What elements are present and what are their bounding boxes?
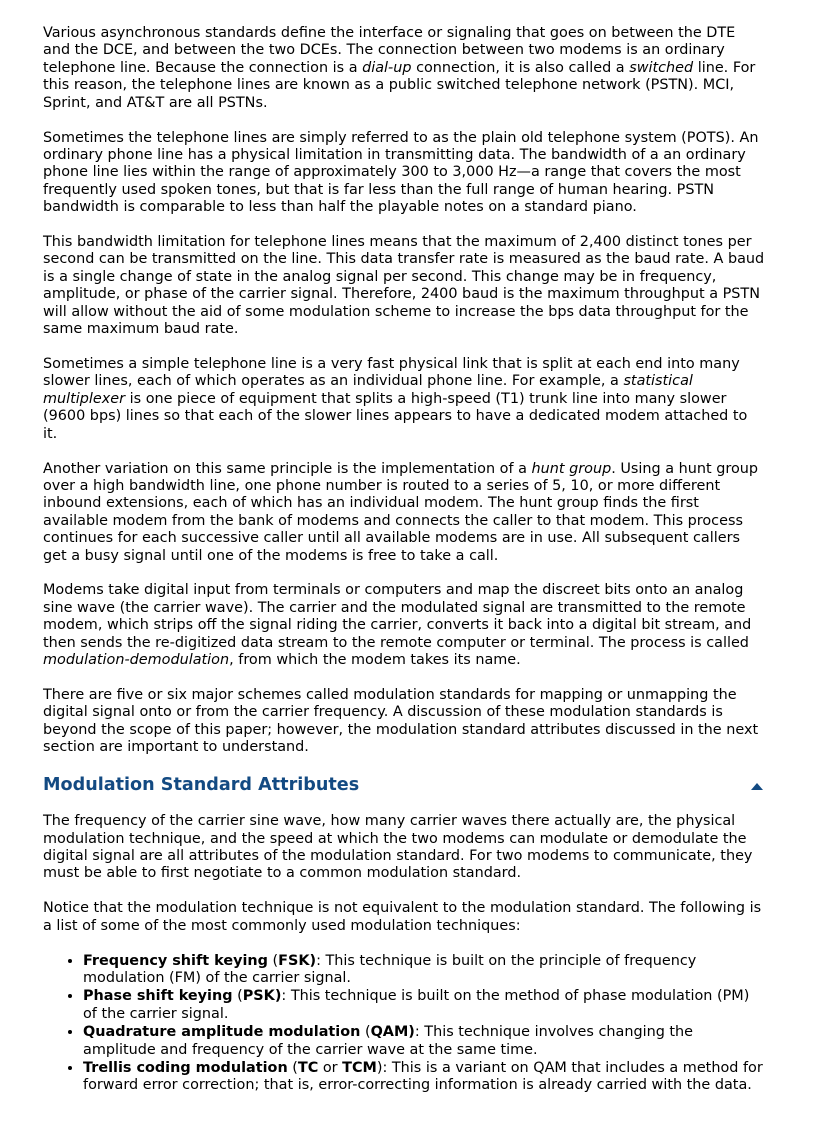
modulation-section	[43, 813, 765, 935]
bold-term: FSK)	[278, 952, 317, 969]
text-run: : This technique involves changing the amplitude and frequency of the carrier wave at the same time.	[83, 1024, 694, 1058]
bold-term: TC	[297, 1060, 319, 1076]
section-heading	[43, 774, 765, 796]
paragraph	[43, 813, 765, 883]
paragraph	[43, 687, 765, 757]
bold-term: Frequency shift keying	[83, 952, 268, 969]
text-run: is one piece of equipment that splits a high-speed (T1) trunk line into many slower (9600 bps) lines so that each of the slower lines appears to have a dedicated modem attached to it.	[43, 390, 748, 442]
text-run: or	[318, 1060, 343, 1076]
text-run: Various asynchronous standards define the interface or signaling that goes on between the DTE and the DCE, and between the two DCEs. The connection between two modems is an ordinary telephone line. Because the connection is a	[43, 25, 736, 76]
italic-term: switched	[629, 59, 694, 76]
text-run: . Using a hunt group over a high bandwidth line, one phone number is routed to a series of 5, 10, or more different inbound extensions, each of which has an individual modem. The hunt group finds the first available modem from the bank of modems and connects the caller to that modem. This process continues for each successive caller until all available modems are in use. All subsequent callers get a busy signal until one of the modems is free to take a call.	[43, 460, 759, 564]
section-heading-text: Modulation Standard Attributes	[43, 775, 360, 796]
text-run: ): This is a variant on QAM that includes a method for forward error correction; that is, error-correcting information is already carried with the data.	[83, 1060, 763, 1094]
text-run: Notice that the modulation technique is not equivalent to the modulation standard. The following is a list of some of the most commonly used modulation techniques:	[43, 900, 762, 934]
paragraph	[43, 25, 765, 112]
text-run: Modems take digital input from terminals or computers and map the discreet bits onto an analog sine wave (the carrier wave). The carrier and the modulated signal are transmitted to the remote modem, which strips off the signal riding the carrier, converts it back into a digital bit stream, and then sends the re-digitized data stream to the remote computer or terminal. The process is called	[43, 582, 752, 651]
document-body	[43, 25, 765, 1096]
italic-term: hunt group	[531, 460, 612, 477]
paragraph	[43, 356, 765, 443]
intro-section	[43, 25, 765, 757]
text-run: (	[360, 1024, 371, 1041]
paragraph	[43, 130, 765, 217]
bold-term: Quadrature amplitude modulation	[83, 1024, 361, 1041]
bold-term: Trellis coding modulation	[83, 1060, 288, 1076]
text-run: There are five or six major schemes called modulation standards for mapping or unmapping the digital signal onto or from the carrier frequency. A discussion of these modulation standards is beyond the scope of this paper; however, the modulation standard attributes discussed in the next section are important to understand.	[43, 687, 759, 756]
bold-term: PSK)	[242, 988, 282, 1005]
modulation-techniques-list	[43, 953, 765, 1095]
text-run: The frequency of the carrier sine wave, how many carrier waves there actually are, the physical modulation technique, and the speed at which the two modems can modulate or demodulate the digital signal are all attributes of the modulation standard. For two modems to communicate, they must be able to first negotiate to a common modulation standard.	[43, 813, 753, 882]
text-run: Sometimes a simple telephone line is a very fast physical link that is split at each end into many slower lines, each of which operates as an individual phone line. For example, a	[43, 356, 740, 390]
italic-term: dial-up	[362, 59, 412, 76]
italic-term: modulation-demodulation	[43, 652, 230, 669]
text-run: This bandwidth limitation for telephone lines means that the maximum of 2,400 distinct tones per second can be transmitted on the line. This data transfer rate is measured as the baud rate. A baud is a single change of state in the analog signal per second. This change may be in frequency, amplitude, or phase of the carrier signal. Therefore, 2400 baud is the maximum throughput a PSTN will allow without the aid of some modulation scheme to increase the bps data throughput for the same maximum baud rate.	[43, 234, 765, 338]
bold-term: TCM	[342, 1060, 377, 1076]
text-run: , from which the modem takes its name.	[229, 652, 521, 669]
text-run: Sometimes the telephone lines are simply referred to as the plain old telephone system (POTS). An ordinary phone line has a physical limitation in transmitting data. The bandwidth of a an ordinary phone line lies within the range of approximately 300 to 3,000 Hz—a range that covers the most frequently used spoken tones, but that is far less than the full range of human hearing. PSTN bandwidth is comparable to less than half the playable notes on a standard piano.	[43, 129, 759, 216]
text-run: : This technique is built on the principle of frequency modulation (FM) of the carrier signal.	[83, 952, 697, 986]
text-run: (	[267, 952, 279, 969]
text-run: line. For this reason, the telephone lines are known as a public switched telephone network (PSTN). MCI, Sprint, and AT&T are all PSTNs.	[43, 59, 756, 111]
text-run: connection, it is also called a	[411, 59, 630, 76]
list-item	[83, 1024, 765, 1059]
paragraph	[43, 234, 765, 338]
list-item	[83, 953, 765, 988]
bold-term: QAM)	[370, 1024, 415, 1041]
paragraph	[43, 461, 765, 565]
paragraph	[43, 582, 765, 669]
list-item	[83, 988, 765, 1023]
bold-term: Phase shift keying	[83, 988, 233, 1005]
text-run: : This technique is built on the method of phase modulation (PM) of the carrier signal.	[83, 988, 750, 1022]
text-run: (	[232, 988, 243, 1005]
italic-term: statistical multiplexer	[43, 373, 693, 407]
paragraph	[43, 900, 765, 935]
back-to-top-icon[interactable]	[751, 783, 763, 790]
text-run: Another variation on this same principle is the implementation of a	[43, 460, 532, 477]
list-item	[83, 1060, 765, 1095]
text-run: (	[287, 1060, 298, 1076]
